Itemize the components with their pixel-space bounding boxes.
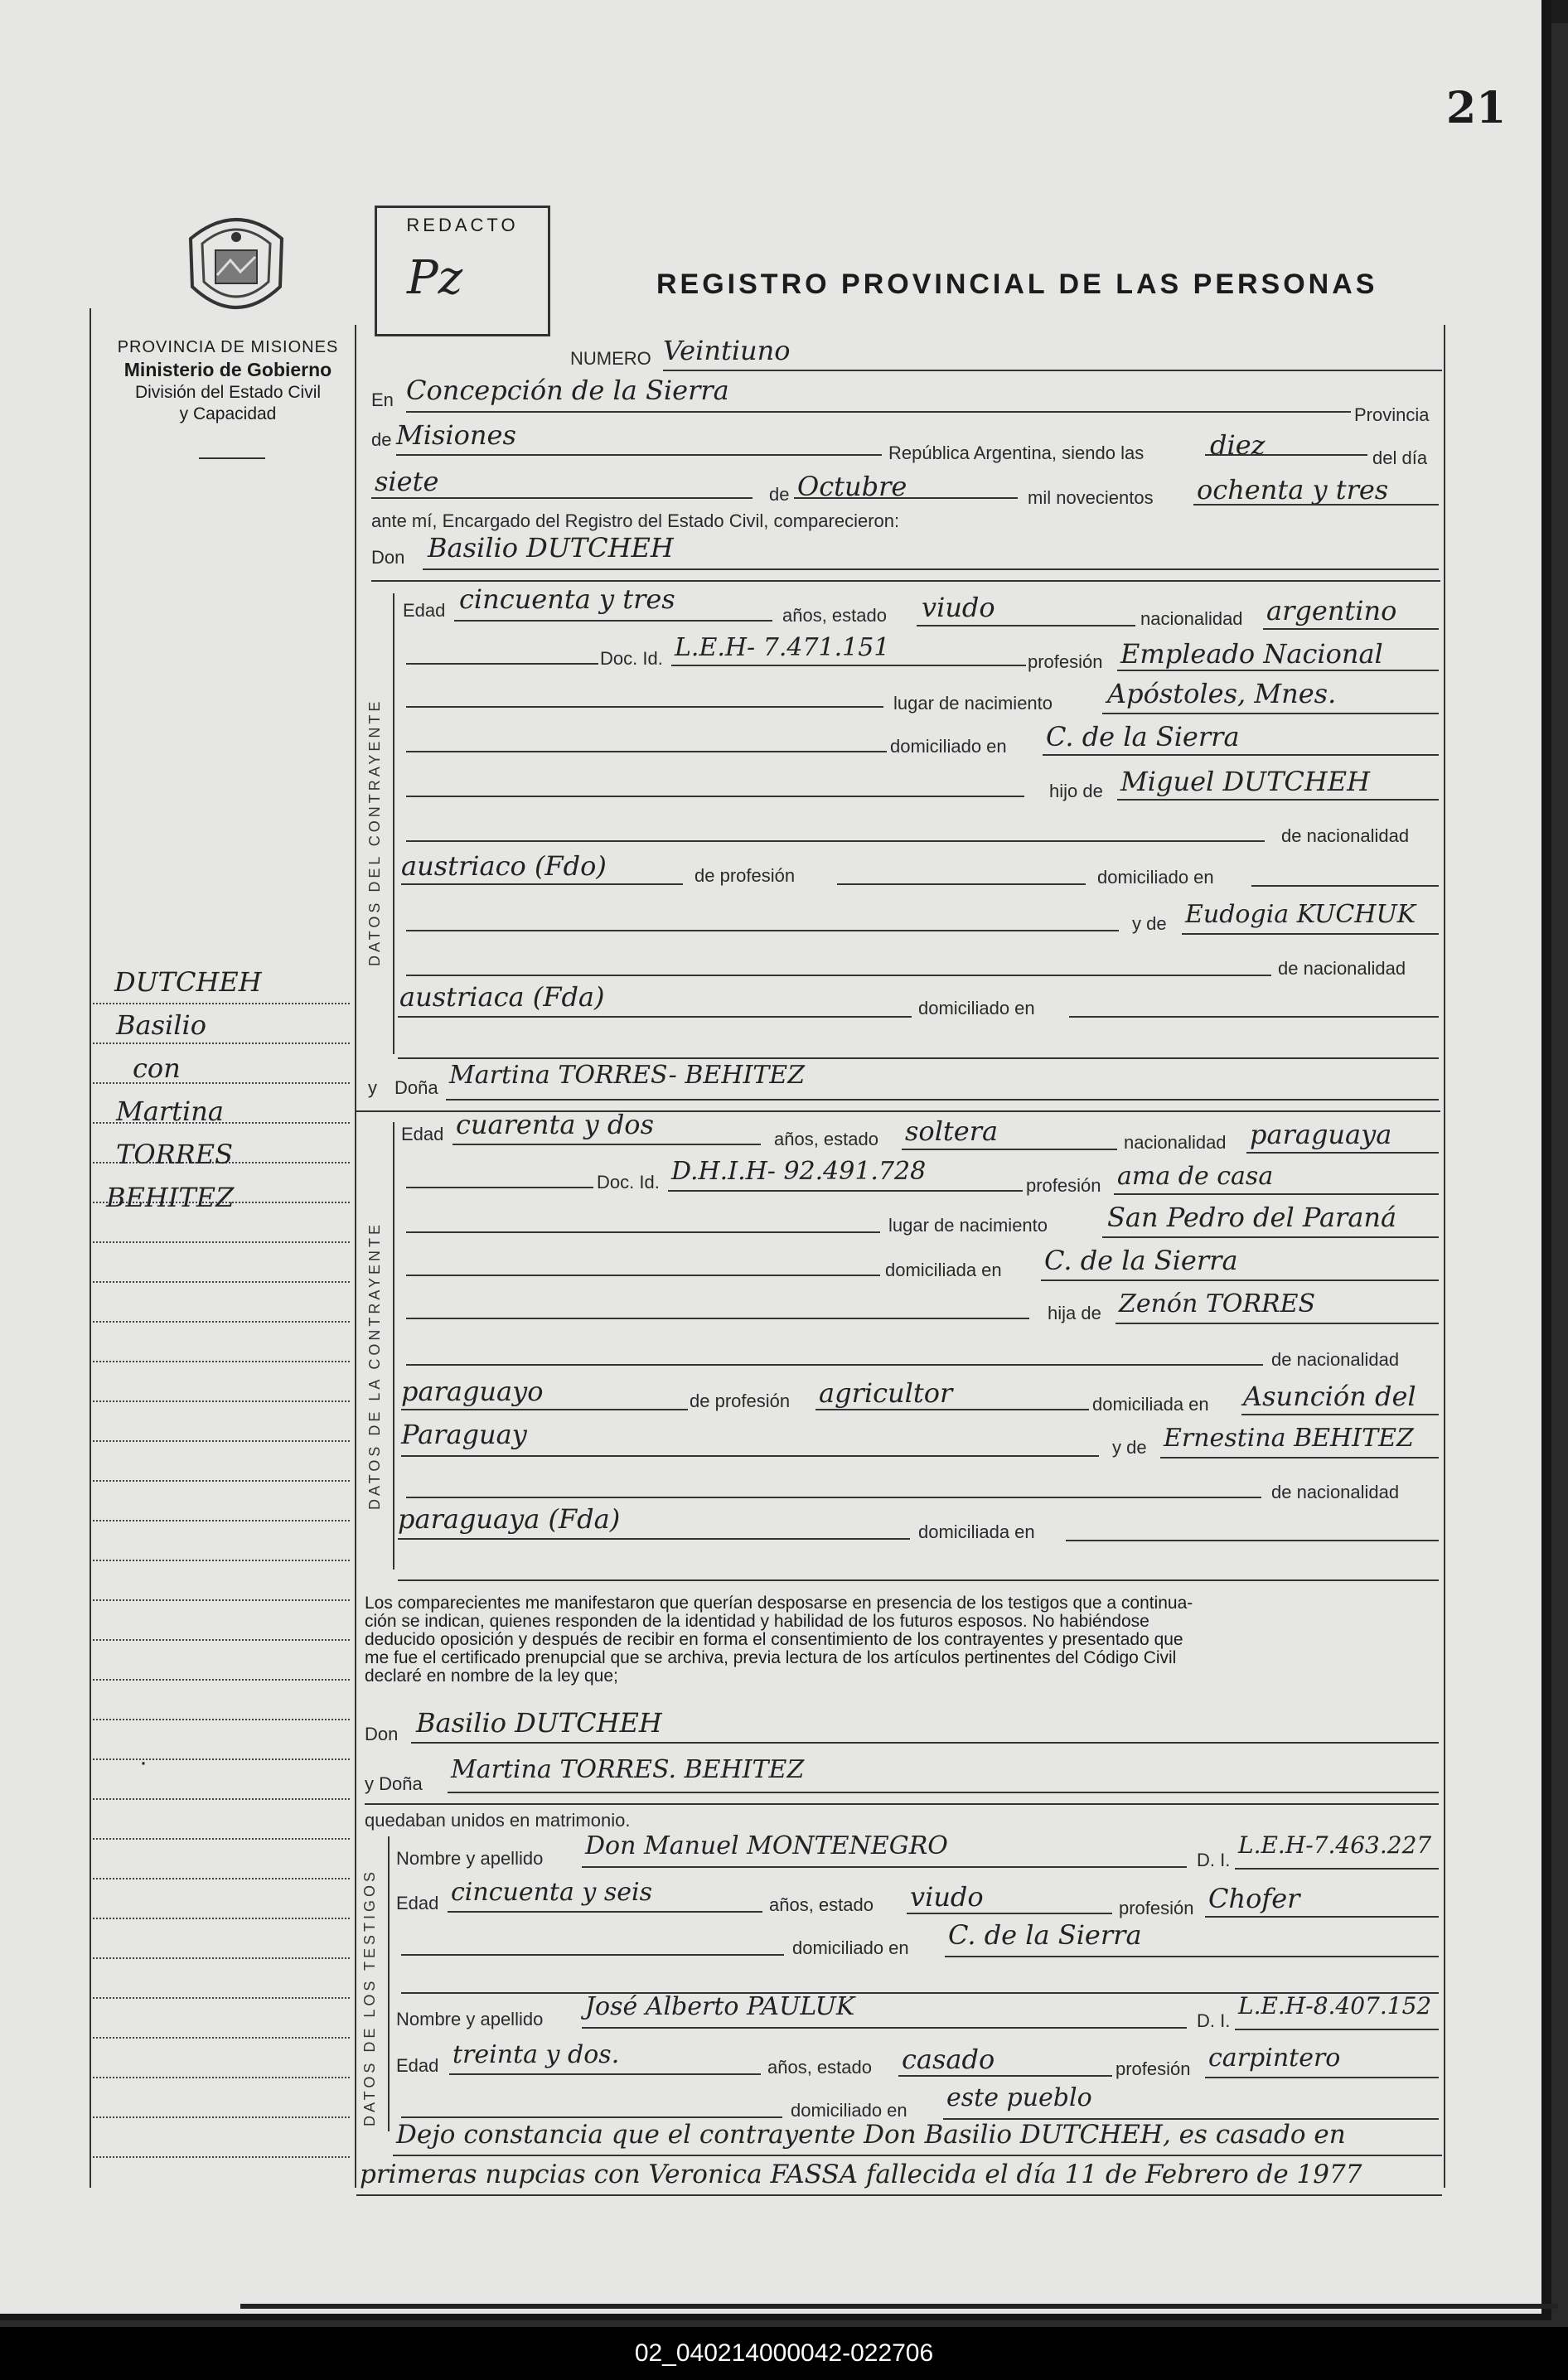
division-line-1: División del Estado Civil	[134, 383, 322, 402]
w1-dom-line	[945, 1956, 1439, 1957]
numero-label: NUMERO	[570, 348, 651, 369]
w2-name: José Alberto PAULUK	[585, 1992, 855, 2021]
groom-madre: Eudogia KUCHUK	[1185, 900, 1416, 929]
groom-estado-label: años, estado	[782, 605, 887, 626]
margin-rule	[93, 1440, 350, 1442]
margin-rule	[93, 1003, 350, 1004]
day-value: siete	[375, 466, 439, 497]
groom-dom-pre-line	[406, 751, 887, 752]
bride-y-de-label: y de	[1112, 1437, 1147, 1458]
bride-padre-nac: paraguayo	[401, 1376, 544, 1407]
province-line	[396, 454, 882, 456]
redacto-label: REDACTO	[406, 215, 519, 235]
w1-edad-label: Edad	[396, 1893, 439, 1913]
groom-hijo-pre-line	[406, 796, 1024, 797]
decl-don-label: Don	[365, 1724, 399, 1744]
margin-rule	[93, 1997, 350, 1999]
groom-doc-label: Doc. Id.	[600, 648, 663, 669]
bride-lugar: San Pedro del Paraná	[1107, 1202, 1397, 1233]
decl-groom-line	[411, 1742, 1439, 1744]
w2-di-label: D. I.	[1197, 2010, 1231, 2031]
margin-rule	[93, 1560, 350, 1561]
w1-nombre-label: Nombre y apellido	[396, 1848, 544, 1869]
groom-prof-line	[1117, 670, 1439, 671]
groom-madre-dom-label: domiciliado en	[918, 998, 1035, 1018]
groom-estado-line	[917, 625, 1135, 626]
witness-block-border	[388, 1836, 390, 2131]
bride-padre-nac-line	[401, 1409, 688, 1410]
w1-prof-label: profesión	[1119, 1898, 1194, 1918]
year-value: ochenta y tres	[1197, 474, 1389, 506]
groom-side-label: DATOS DEL CONTRAYENTE	[366, 698, 383, 966]
place-value: Concepción de la Sierra	[406, 375, 729, 406]
margin-rule	[93, 1918, 350, 1919]
margin-rule	[93, 1281, 350, 1283]
w1-edad-line	[448, 1911, 762, 1913]
decl-bride-line	[448, 1792, 1439, 1793]
dona-label: Doña	[394, 1077, 438, 1098]
w2-nombre-label: Nombre y apellido	[396, 2009, 544, 2029]
w2-di: L.E.H-8.407.152	[1238, 1992, 1432, 2020]
margin-rule	[93, 1758, 350, 1760]
declaration-line-2: ción se indican, quienes responden de la identidad y habilidad de los futuros esposos. No habiéndose	[365, 1612, 1149, 1631]
w2-edad-line	[449, 2073, 761, 2075]
margin-name-6: BEHITEZ	[106, 1182, 235, 1213]
ministry-header	[66, 338, 390, 424]
bride-dom-label: domiciliada en	[885, 1260, 1002, 1280]
bride-nac-line	[1246, 1152, 1439, 1154]
groom-prof-label: profesión	[1028, 651, 1103, 672]
declaration-line-1: Los comparecientes me manifestaron que querían desposarse en presencia de los testigos que a continua-	[365, 1594, 1193, 1613]
bride-madre-nac-pre-line	[406, 1497, 1261, 1498]
bride-madre-nac-label: de nacionalidad	[1271, 1482, 1400, 1502]
bride-padre-dom-2-line	[401, 1455, 1099, 1457]
witness-side-label: DATOS DE LOS TESTIGOS	[361, 1868, 378, 2126]
w2-prof: carpintero	[1208, 2044, 1341, 2073]
numero-line	[663, 370, 1442, 371]
bride-padre-dom-label: domiciliada en	[1092, 1394, 1209, 1415]
hour-value: diez	[1210, 429, 1266, 461]
groom-nac: argentino	[1266, 595, 1397, 626]
w2-dom: este pueblo	[946, 2083, 1092, 2112]
groom-edad-label: Edad	[403, 600, 446, 621]
bride-name-line	[446, 1099, 1439, 1101]
bride-padre: Zenón TORRES	[1119, 1289, 1316, 1318]
declaration-text	[365, 1594, 1439, 1686]
w1-estado-line	[907, 1913, 1112, 1914]
declaration-line-4: me fue el certificado prenupcial que se archiva, previa lectura de los artículos pertinentes del Código Civil	[365, 1648, 1177, 1667]
bride-edad: cuarenta y dos	[456, 1109, 654, 1140]
groom-lugar-label: lugar de nacimiento	[893, 693, 1053, 714]
bride-hija-pre-line	[406, 1318, 1029, 1319]
bride-doc: D.H.I.H- 92.491.728	[671, 1157, 927, 1186]
margin-name-3: con	[133, 1052, 181, 1084]
bride-padre-prof-label: de profesión	[690, 1391, 791, 1411]
groom-dom: C. de la Sierra	[1046, 721, 1240, 752]
bride-prof-label: profesión	[1026, 1175, 1101, 1196]
page-bottom-edge	[240, 2304, 1558, 2309]
w1-name-line	[582, 1866, 1187, 1868]
bride-side-label: DATOS DE LA CONTRAYENTE	[366, 1221, 383, 1510]
decl-bride: Martina TORRES. BEHITEZ	[451, 1755, 805, 1784]
bride-padre-dom-line	[1241, 1414, 1439, 1415]
hour-line	[1205, 454, 1367, 456]
w1-dom-label: domiciliado en	[792, 1937, 909, 1958]
bride-madre: Ernestina BEHITEZ	[1164, 1424, 1414, 1453]
del-dia-label: del día	[1372, 447, 1428, 468]
note-line-1-underline	[393, 2155, 1442, 2156]
division-line-2: y Capacidad	[179, 404, 277, 423]
bride-dom: C. de la Sierra	[1044, 1245, 1238, 1276]
margin-name-1: DUTCHEH	[114, 966, 262, 998]
bride-madre-dom-line	[1066, 1540, 1439, 1541]
w2-estado-line	[898, 2075, 1112, 2077]
bride-madre-nac-line	[398, 1538, 910, 1540]
numero-value: Veintiuno	[663, 335, 791, 366]
margin-rule	[93, 2037, 350, 2039]
groom-y-de-label: y de	[1132, 913, 1167, 934]
groom-madre-nac-pre-line	[406, 975, 1271, 976]
right-border	[1444, 325, 1445, 2188]
w2-name-line	[582, 2027, 1187, 2029]
groom-padre-line	[1117, 799, 1439, 801]
redacto-box	[375, 206, 550, 336]
place-line	[406, 411, 1351, 413]
bride-padre-dom-2: Paraguay	[401, 1419, 527, 1450]
declaration-line-5: declaré en nombre de la ley que;	[365, 1666, 618, 1686]
w1-edad: cincuenta y seis	[451, 1878, 653, 1907]
groom-padre-dom-label: domiciliado en	[1097, 867, 1214, 888]
groom-lugar-line	[1102, 713, 1439, 714]
groom-padre: Miguel DUTCHEH	[1120, 766, 1371, 797]
w2-edad: treinta y dos.	[452, 2040, 620, 2069]
bride-padre-line	[1116, 1323, 1439, 1324]
provincia-label: Provincia	[1354, 404, 1430, 425]
w2-edad-label: Edad	[396, 2055, 439, 2076]
decl-rule	[365, 1803, 1439, 1805]
w2-prof-label: profesión	[1116, 2058, 1191, 2079]
bride-lugar-line	[1102, 1236, 1439, 1238]
bride-prof: ama de casa	[1117, 1162, 1274, 1191]
bride-estado: soltera	[905, 1115, 999, 1147]
groom-dom-line	[1043, 754, 1439, 756]
groom-name: Basilio DUTCHEH	[428, 532, 674, 564]
groom-padre-prof-label: de profesión	[694, 865, 796, 886]
margin-name-5: TORRES	[116, 1139, 234, 1170]
margin-rule	[93, 1679, 350, 1681]
de-mes-label: de	[769, 484, 790, 505]
groom-padre-nac: austriaco (Fdo)	[401, 850, 607, 882]
bride-estado-label: años, estado	[774, 1129, 878, 1149]
groom-padre-prof-line	[837, 883, 1086, 885]
margin-rule	[93, 1321, 350, 1323]
bride-name: Martina TORRES- BEHITEZ	[449, 1061, 806, 1090]
groom-nac-line	[1263, 628, 1439, 630]
bride-doc-label: Doc. Id.	[597, 1172, 660, 1192]
mil-label: mil novecientos	[1028, 487, 1154, 508]
margin-rule	[93, 1639, 350, 1641]
w1-prof-line	[1205, 1916, 1439, 1918]
groom-padre-nac-pre-line	[406, 840, 1265, 842]
w1-estado-label: años, estado	[769, 1894, 874, 1915]
en-label: En	[371, 389, 394, 410]
margin-rule	[93, 1480, 350, 1482]
groom-madre-pre-line	[406, 930, 1119, 931]
note-line-1: Dejo constancia que el contrayente Don Basilio DUTCHEH, es casado en	[396, 2120, 1346, 2150]
margin-rule	[93, 1082, 350, 1084]
page-number: 21	[1446, 83, 1507, 133]
registry-title: REGISTRO PROVINCIAL DE LAS PERSONAS	[656, 268, 1378, 300]
groom-hijo-label: hijo de	[1049, 781, 1103, 801]
bride-nac-label: nacionalidad	[1124, 1132, 1227, 1153]
margin-name-4: Martina	[116, 1096, 224, 1127]
province-title: PROVINCIA DE MISIONES	[117, 338, 339, 356]
margin-rule	[93, 1042, 350, 1044]
margin-rule	[93, 1241, 350, 1243]
province-value: Misiones	[396, 419, 516, 451]
groom-name-line	[423, 568, 1439, 570]
w2-dom-pre-line	[401, 2116, 782, 2118]
groom-madre-dom-line	[1069, 1016, 1439, 1018]
bride-lugar-pre-line	[406, 1231, 880, 1233]
bride-edad-label: Edad	[401, 1124, 444, 1144]
w2-dom-label: domiciliado en	[791, 2100, 907, 2121]
declaration-line-3: deducido oposición y después de recibir en forma el consentimiento de los contrayentes y presentado que	[365, 1630, 1183, 1649]
margin-name-2: Basilio	[116, 1009, 206, 1041]
margin-rule	[93, 1400, 350, 1402]
groom-rule	[371, 580, 1440, 582]
month-line	[794, 497, 1018, 499]
bride-dom-pre-line	[406, 1275, 880, 1276]
bride-madre-line	[1160, 1457, 1439, 1458]
groom-estado: viudo	[922, 592, 995, 623]
margin-rule	[93, 2156, 350, 2158]
don-label: Don	[371, 547, 405, 568]
groom-doc: L.E.H- 7.471.151	[675, 633, 890, 662]
groom-nac-label: nacionalidad	[1140, 608, 1243, 629]
groom-padre-nac-line	[401, 883, 683, 885]
bride-edad-line	[452, 1144, 761, 1145]
ministry-title: Ministerio de Gobierno	[123, 359, 332, 380]
note-line-2-underline	[356, 2194, 1442, 2196]
w1-di-line	[1235, 1868, 1439, 1870]
bride-padre-prof: agricultor	[819, 1377, 953, 1409]
bride-nac: paraguaya	[1250, 1119, 1392, 1150]
groom-block-border	[393, 593, 394, 1054]
margin-rule	[93, 1719, 350, 1720]
w1-name: Don Manuel MONTENEGRO	[585, 1831, 948, 1860]
groom-doc-line	[671, 665, 1026, 666]
bride-madre-nac: paraguaya (Fda)	[398, 1503, 621, 1535]
decl-closing: quedaban unidos en matrimonio.	[365, 1810, 631, 1831]
w2-estado: casado	[902, 2044, 995, 2075]
bride-prof-line	[1114, 1193, 1439, 1195]
w2-prof-line	[1205, 2077, 1439, 2078]
bride-madre-dom-label: domiciliada en	[918, 1521, 1035, 1542]
margin-rule	[93, 1878, 350, 1879]
groom-madre-nac: austriaca (Fda)	[399, 981, 605, 1013]
w1-prof: Chofer	[1208, 1883, 1300, 1914]
republica-label: República Argentina, siendo las	[888, 443, 1145, 463]
margin-rule	[93, 1520, 350, 1521]
groom-padre-nac-label: de nacionalidad	[1281, 825, 1410, 846]
day-line	[371, 497, 753, 499]
groom-prof: Empleado Nacional	[1120, 638, 1383, 670]
groom-edad-line	[454, 620, 772, 622]
de-label: de	[371, 429, 392, 450]
note-line-2: primeras nupcias con Veronica FASSA fallecida el día 11 de Febrero de 1977	[360, 2160, 1362, 2189]
w1-dom-pre-line	[401, 1954, 784, 1956]
decl-dona-label: y Doña	[365, 1773, 423, 1794]
margin-rule	[93, 1798, 350, 1800]
bride-doc-line	[668, 1190, 1023, 1192]
bride-hija-label: hija de	[1048, 1303, 1101, 1323]
groom-edad: cincuenta y tres	[459, 583, 675, 615]
bride-padre-dom-1: Asunción del	[1243, 1381, 1416, 1412]
margin-rule	[93, 2116, 350, 2118]
archive-id-footer: 02_040214000042-022706	[0, 2327, 1568, 2380]
bride-padre-nac-label: de nacionalidad	[1271, 1349, 1400, 1370]
w1-estado: viudo	[910, 1881, 984, 1913]
groom-dom-label: domiciliado en	[890, 736, 1007, 757]
provincial-seal-icon	[182, 206, 290, 323]
w1-di-label: D. I.	[1197, 1850, 1231, 1870]
margin-rule	[93, 1599, 350, 1601]
bride-lugar-label: lugar de nacimiento	[888, 1215, 1048, 1236]
redacto-initials: Pz	[407, 251, 463, 305]
groom-doc-pre-line	[406, 663, 598, 665]
bride-block-border	[393, 1122, 394, 1570]
ante-label: ante mí, Encargado del Registro del Estado Civil, comparecieron:	[371, 510, 900, 531]
bride-padre-nac-pre-line	[406, 1364, 1263, 1366]
year-line	[1193, 504, 1439, 506]
month-value: Octubre	[797, 471, 907, 502]
divider	[199, 457, 265, 459]
margin-rule	[93, 1361, 350, 1362]
groom-padre-dom-line	[1251, 885, 1439, 887]
groom-lugar-pre-line	[406, 706, 883, 708]
left-margin-border	[90, 308, 91, 2188]
margin-mark: ·	[139, 1749, 148, 1776]
groom-madre-nac-label: de nacionalidad	[1278, 958, 1406, 979]
margin-rule	[93, 1957, 350, 1959]
bride-end-line	[398, 1579, 1439, 1581]
w1-dom: C. de la Sierra	[948, 1919, 1142, 1951]
bride-doc-pre-line	[406, 1187, 593, 1188]
groom-madre-nac-line	[398, 1016, 912, 1018]
w2-di-line	[1235, 2029, 1439, 2030]
bride-padre-prof-line	[815, 1409, 1089, 1410]
decl-groom: Basilio DUTCHEH	[416, 1707, 662, 1739]
bride-dom-line	[1041, 1279, 1439, 1281]
margin-rule	[93, 1838, 350, 1840]
groom-madre-line	[1182, 933, 1439, 935]
w1-di: L.E.H-7.463.227	[1238, 1831, 1432, 1859]
groom-lugar: Apóstoles, Mnes.	[1107, 678, 1337, 709]
margin-column-border	[355, 325, 356, 2188]
bride-estado-line	[902, 1149, 1117, 1150]
margin-rule	[93, 2077, 350, 2078]
bride-y-label: y	[368, 1077, 377, 1098]
w2-estado-label: años, estado	[767, 2057, 872, 2078]
groom-end-line	[398, 1057, 1439, 1059]
